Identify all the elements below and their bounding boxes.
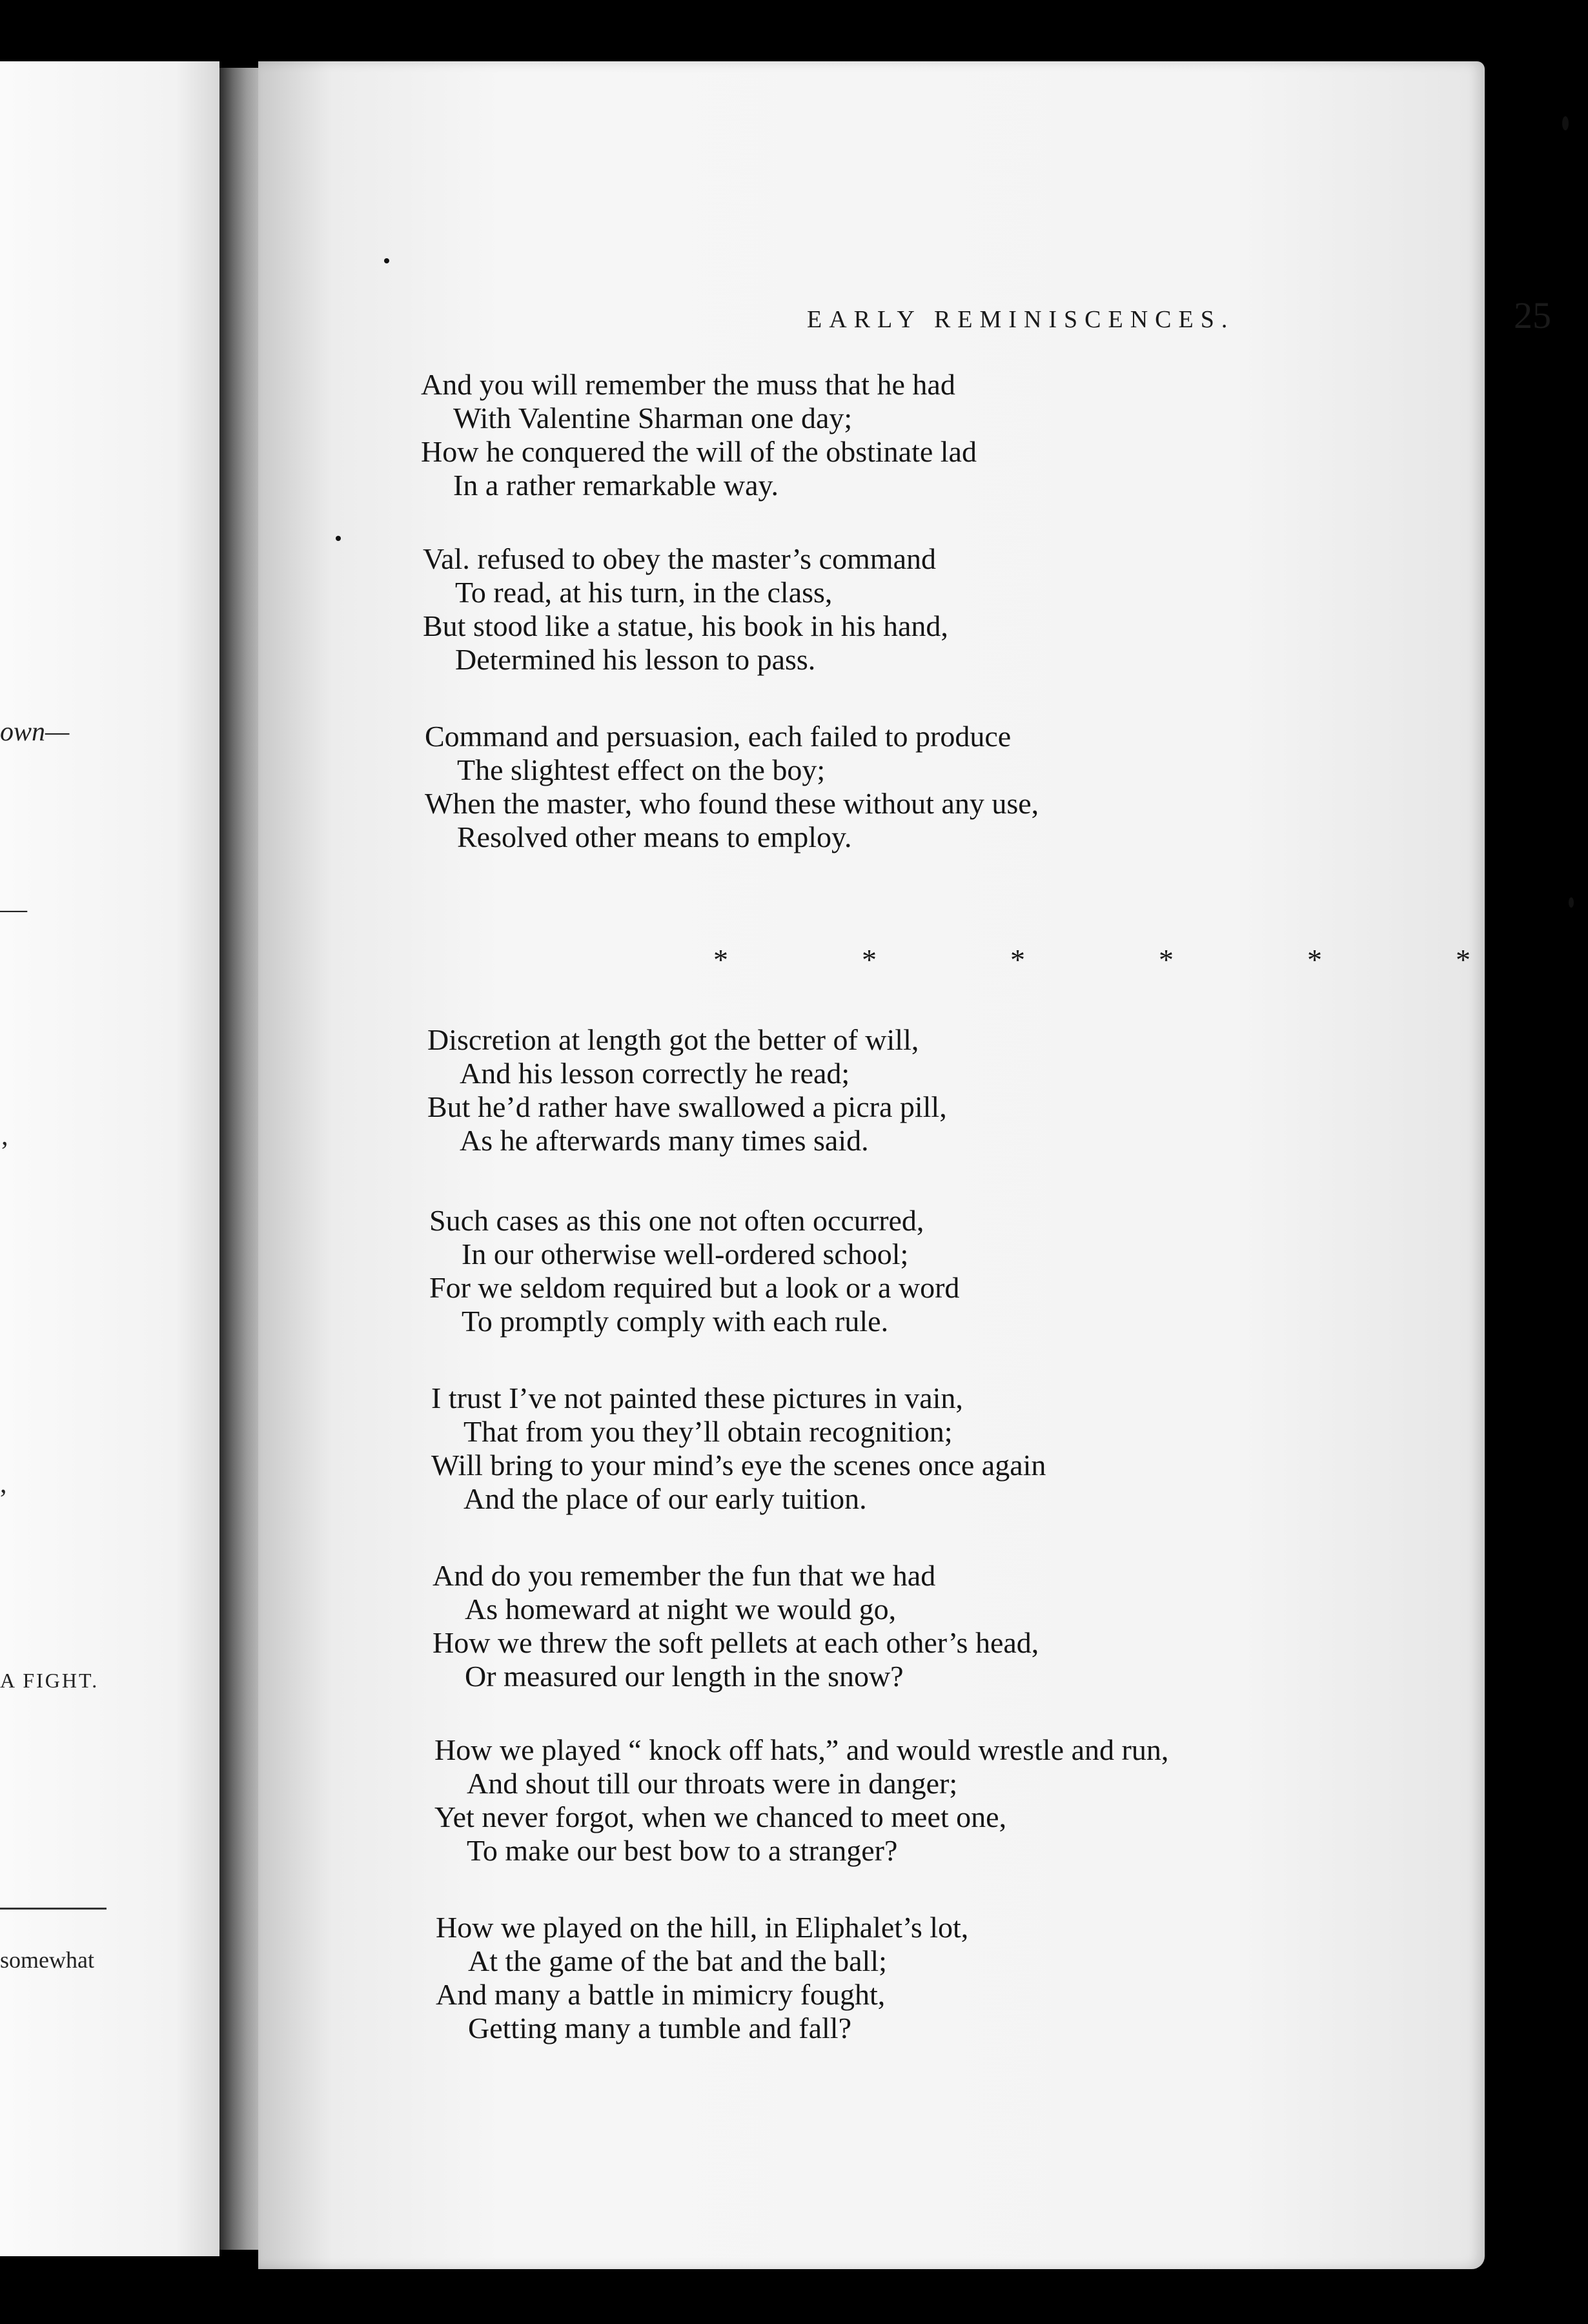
verse-line: When the master, who found these without any use, [425,787,1039,820]
verse-line: How he conquered the will of the obstinate lad [421,435,977,468]
verse-line: For we seldom required but a look or a word [429,1271,960,1304]
left-fragment-section-heading: A FIGHT. [0,1669,99,1692]
stanza-9 [436,1911,968,2045]
stanza-7 [433,1559,1039,1693]
left-fragment-2: — [0,895,27,924]
stanza-8 [434,1733,1168,1868]
verse-line: And you will remember the muss that he had [421,368,955,401]
verse-line: With Valentine Sharman one day; [453,402,853,434]
verse-line: Such cases as this one not often occurred, [429,1204,924,1237]
verse-line: And his lesson correctly he read; [460,1057,850,1090]
verse-line: Discretion at length got the better of will, [427,1023,919,1056]
verse-line: Or measured our length in the snow? [465,1660,904,1693]
verse-line: And the place of our early tuition. [463,1482,867,1515]
verse-line: That from you they’ll obtain recognition; [463,1415,953,1448]
verse-line: But he’d rather have swallowed a picra pill, [427,1090,947,1123]
left-fragment-3: ’ [0,1137,9,1167]
stanza-4 [427,1023,947,1157]
verse-line: And many a battle in mimicry fought, [436,1978,886,2011]
verse-line: Will bring to your mind’s eye the scenes once again [431,1449,1046,1482]
asterisk: * [1456,943,1471,976]
verse-line: Getting many a tumble and fall? [468,2012,851,2044]
left-horizontal-rule [0,1908,107,1910]
verse-line: In our otherwise well-ordered school; [462,1238,909,1270]
left-fragment-4: , [0,1469,7,1499]
asterisk: * [1010,943,1025,976]
left-page-edge [0,61,219,2256]
stanza-2 [423,542,948,677]
verse-line: To make our best bow to a stranger? [467,1834,898,1867]
asterisk: * [713,943,728,976]
scan-speck [1562,116,1569,130]
verse-line: I trust I’ve not painted these pictures in vain, [431,1381,963,1414]
scan-speck [384,258,389,263]
verse-line: How we played “ knock off hats,” and would wrestle and run, [434,1733,1169,1766]
verse-line: To promptly comply with each rule. [462,1305,889,1338]
stanza-5 [429,1204,959,1338]
section-break-asterisks [713,943,1588,977]
asterisk: * [862,943,877,976]
asterisk: * [1307,943,1322,976]
verse-line: Resolved other means to employ. [457,821,852,853]
verse-line: The slightest effect on the boy; [457,753,826,786]
scan-speck [336,536,341,541]
left-fragment-1: own— [0,717,70,747]
verse-line: In a rather remarkable way. [453,469,779,502]
verse-line: Val. refused to obey the master’s command [423,542,936,575]
verse-line: How we threw the soft pellets at each other’s head, [433,1626,1039,1659]
verse-line: As homeward at night we would go, [465,1593,897,1626]
stanza-3 [425,720,1039,854]
asterisk: * [1159,943,1174,976]
verse-line: Determined his lesson to pass. [455,643,816,676]
verse-line: How we played on the hill, in Eliphalet’s lot, [436,1911,969,1944]
verse-line: Yet never forgot, when we chanced to meet one, [434,1800,1007,1833]
verse-line: Command and persuasion, each failed to produce [425,720,1012,753]
right-page [258,61,1551,2269]
verse-line: But stood like a statue, his book in his hand, [423,609,948,642]
verse-line: And shout till our throats were in danger; [467,1767,958,1800]
scan-speck [1569,897,1574,908]
running-head: EARLY REMINISCENCES. [807,306,1235,333]
verse-line: To read, at his turn, in the class, [455,576,833,609]
stanza-1 [421,368,977,502]
verse-line: At the game of the bat and the ball; [468,1944,887,1977]
page-number: 25 [1514,294,1551,336]
left-fragment-5: somewhat [0,1947,94,1973]
verse-line: And do you remember the fun that we had [433,1559,936,1592]
stanza-6 [431,1381,1046,1516]
verse-line: As he afterwards many times said. [460,1124,869,1157]
